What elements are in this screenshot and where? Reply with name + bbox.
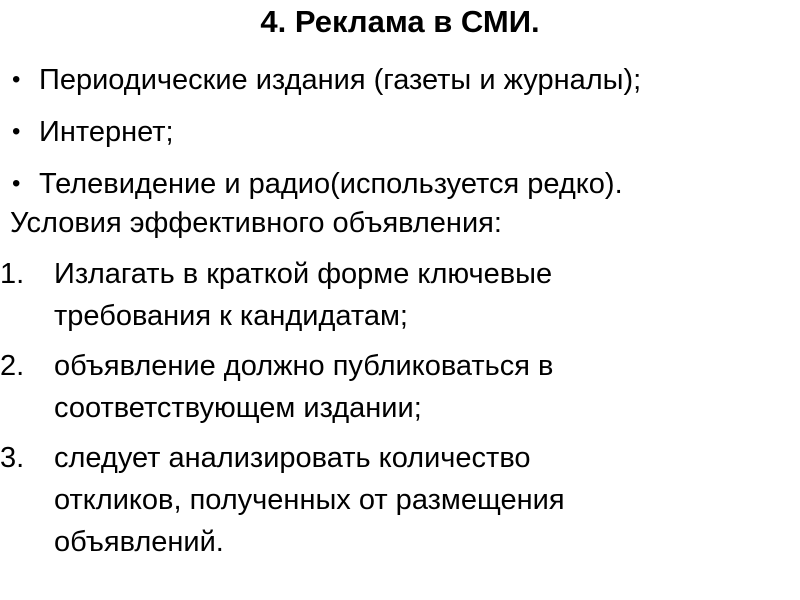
bullet-item [12, 106, 641, 158]
numbered-item [0, 253, 565, 337]
bullet-dot-icon: • [12, 118, 21, 145]
numbered-item [0, 437, 565, 563]
numbered-list [0, 253, 565, 571]
bullet-list [12, 54, 641, 210]
item-number: 1. [0, 258, 25, 290]
item-number: 2. [0, 350, 25, 382]
bullet-text: Телевидение и радио(используется редко). [39, 168, 623, 200]
numbered-item [0, 345, 565, 429]
bullet-text: Периодические издания (газеты и журналы); [39, 64, 642, 96]
slide-title: 4. Реклама в СМИ. [260, 4, 540, 39]
item-text-line: следует анализировать количество [54, 442, 531, 474]
item-text-line: требования к кандидатам; [54, 300, 408, 332]
item-text-line: откликов, полученных от размещения [54, 484, 565, 516]
bullet-text: Интернет; [39, 116, 174, 148]
bullet-item [12, 54, 641, 106]
subheading: Условия эффективного объявления: [10, 207, 502, 239]
bullet-dot-icon: • [12, 66, 21, 93]
item-number: 3. [0, 442, 25, 474]
bullet-dot-icon: • [12, 170, 21, 197]
item-text-line: объявление должно публиковаться в [54, 350, 554, 382]
item-text-line: Излагать в краткой форме ключевые [54, 258, 553, 290]
item-text-line: объявлений. [54, 526, 224, 558]
item-text-line: соответствующем издании; [54, 392, 422, 424]
